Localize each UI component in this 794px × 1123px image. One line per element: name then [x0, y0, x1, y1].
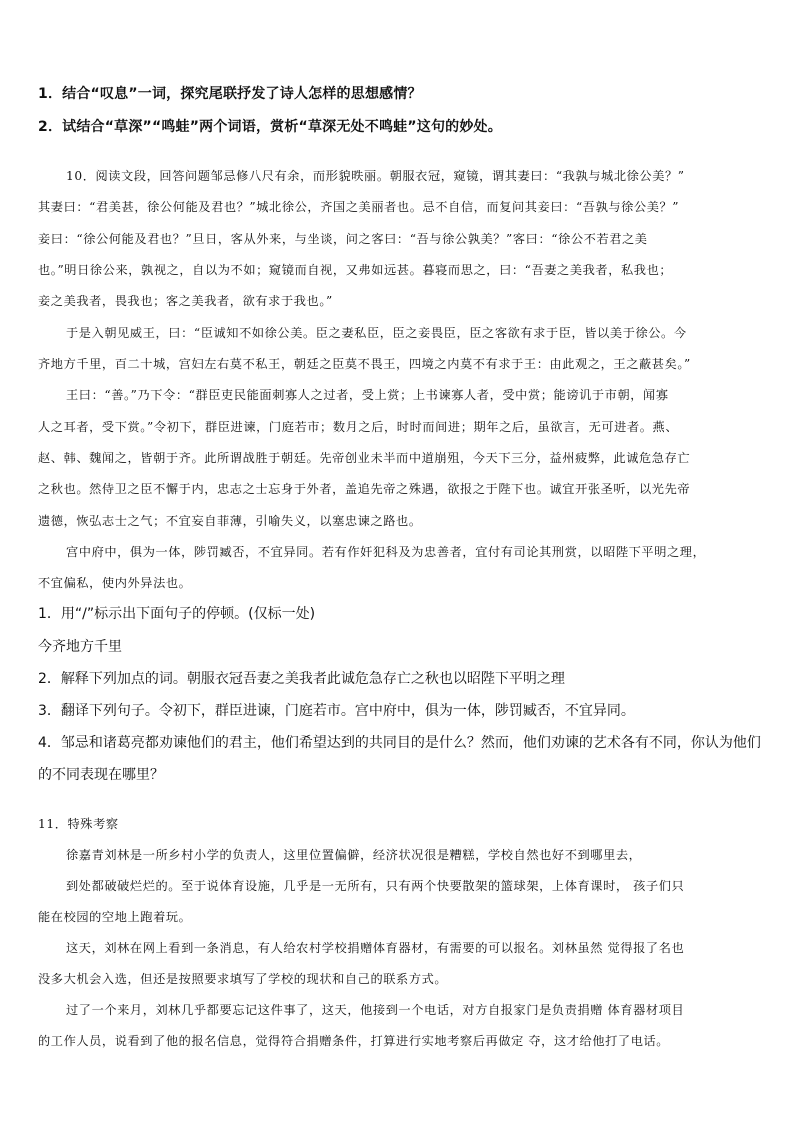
q10-question-3: 3．翻译下列句子。令初下，群臣进谏，门庭若市。宫中府中，俱为一体，陟罚臧否，不宜异同。 [38, 703, 635, 719]
q11-line: 过了一个来月，刘林几乎都要忘记这件事了，这天，他接到一个电话，对方自报家门是负责捐赠 体育器材项目 [66, 1003, 685, 1017]
q11-line: 能在校园的空地上跑着玩。 [38, 910, 192, 924]
passage-line: 其妻曰：“君美甚，徐公何能及君也？”城北徐公，齐国之美丽者也。忌不自信，而复问其妾曰：“吾孰与徐公美？” [38, 200, 680, 214]
passage-line: 宫中府中，俱为一体，陟罚臧否，不宜异同。若有作奸犯科及为忠善者，宜付有司论其刑赏，以昭陛下平明之理， [66, 545, 706, 559]
q11-line: 的工作人员，说看到了他的报名信息，觉得符合捐赠条件，打算进行实地考察后再做定 夺，这才给他打了电话。 [38, 1034, 670, 1048]
passage-line: 赵、韩、魏闻之，皆朝于齐。此所谓战胜于朝廷。先帝创业未半而中道崩殂，今天下三分，益州疲弊，此诚危急存亡 [38, 451, 691, 465]
q11-line: 这天，刘林在网上看到一条消息，有人给农村学校捐赠体育器材，有需要的可以报名。刘林虽然 觉得报了名也 [66, 941, 685, 955]
passage-line: 齐地方千里，百二十城，宫妇左右莫不私王，朝廷之臣莫不畏王，四境之内莫不有求于王：由此观之，王之蔽甚矣。” [38, 357, 691, 371]
q10-question-1-sentence: 今齐地方千里 [38, 639, 122, 655]
passage-line: 王曰：“善。”乃下令：“群臣吏民能面刺寡人之过者，受上赏；上书谏寡人者，受中赏；能谤讥于市朝，闻寡 [66, 388, 669, 402]
q11-title: 11．特殊考察 [38, 817, 119, 831]
passage-line: 之秋也。然侍卫之臣不懈于内，忠志之士忘身于外者，盖追先帝之殊遇，欲报之于陛下也。诚宜开张圣听，以光先帝 [38, 482, 691, 496]
passage-line: 妾曰：“徐公何能及君也？”旦日，客从外来，与坐谈，问之客曰：“吾与徐公孰美？”客曰：“徐公不若君之美 [38, 232, 648, 246]
passage-line: 不宜偏私，使内外异法也。 [38, 576, 192, 590]
passage-line: 遗德，恢弘志士之气；不宜妄自菲薄，引喻失义，以塞忠谏之路也。 [38, 514, 422, 528]
q11-line: 徐嘉青刘林是一所乡村小学的负责人，这里位置偏僻，经济状况很是糟糕，学校自然也好不到哪里去， [66, 848, 642, 862]
q10-question-4-cont: 的不同表现在哪里？ [38, 767, 164, 783]
q11-line: 到处都破破烂烂的。至于说体育设施，几乎是一无所有，只有两个快要散架的篮球架，上体育课时， 孩子们只 [66, 879, 685, 893]
q11-line: 没多大机会入选，但还是按照要求填写了学校的现状和自己的联系方式。 [38, 972, 448, 986]
q10-question-1: 1．用“/”标示出下面句子的停顿。(仅标一处) [38, 606, 316, 622]
passage-line: 也。”明日徐公来，孰视之，自以为不如；窥镜而自视，又弗如远甚。暮寝而思之，曰：“吾妻之美我者，私我也； [38, 263, 673, 277]
passage-line: 于是入朝见威王，曰：“臣诚知不如徐公美。臣之妻私臣，臣之妾畏臣，臣之客欲有求于臣，皆以美于徐公。今 [66, 326, 687, 340]
q10-question-4: 4．邹忌和诸葛亮都劝谏他们的君主，他们希望达到的共同目的是什么？然而，他们劝谏的艺术各有不同，你认为他们 [38, 735, 761, 751]
passage-line: 妾之美我者，畏我也；客之美我者，欲有求于我也。” [38, 294, 333, 308]
passage-line: 10．阅读文段，回答问题邹忌修八尺有余，而形貌昳丽。朝服衣冠，窥镜，谓其妻曰：“我孰与城北徐公美？” [66, 169, 685, 183]
passage-line: 人之耳者，受下赏。”令初下，群臣进谏，门庭若市；数月之后，时时而间进；期年之后，虽欲言，无可进者。燕、 [38, 420, 679, 434]
question-2-frog: 2．试结合“草深”“鸣蛙”两个词语，赏析“草深无处不鸣蛙”这句的妙处。 [38, 119, 502, 135]
q10-question-2: 2．解释下列加点的词。朝服衣冠吾妻之美我者此诚危急存亡之秋也以昭陛下平明之理 [38, 671, 565, 687]
question-1-sigh: 1．结合“叹息”一词，探究尾联抒发了诗人怎样的思想感情？ [38, 86, 422, 102]
